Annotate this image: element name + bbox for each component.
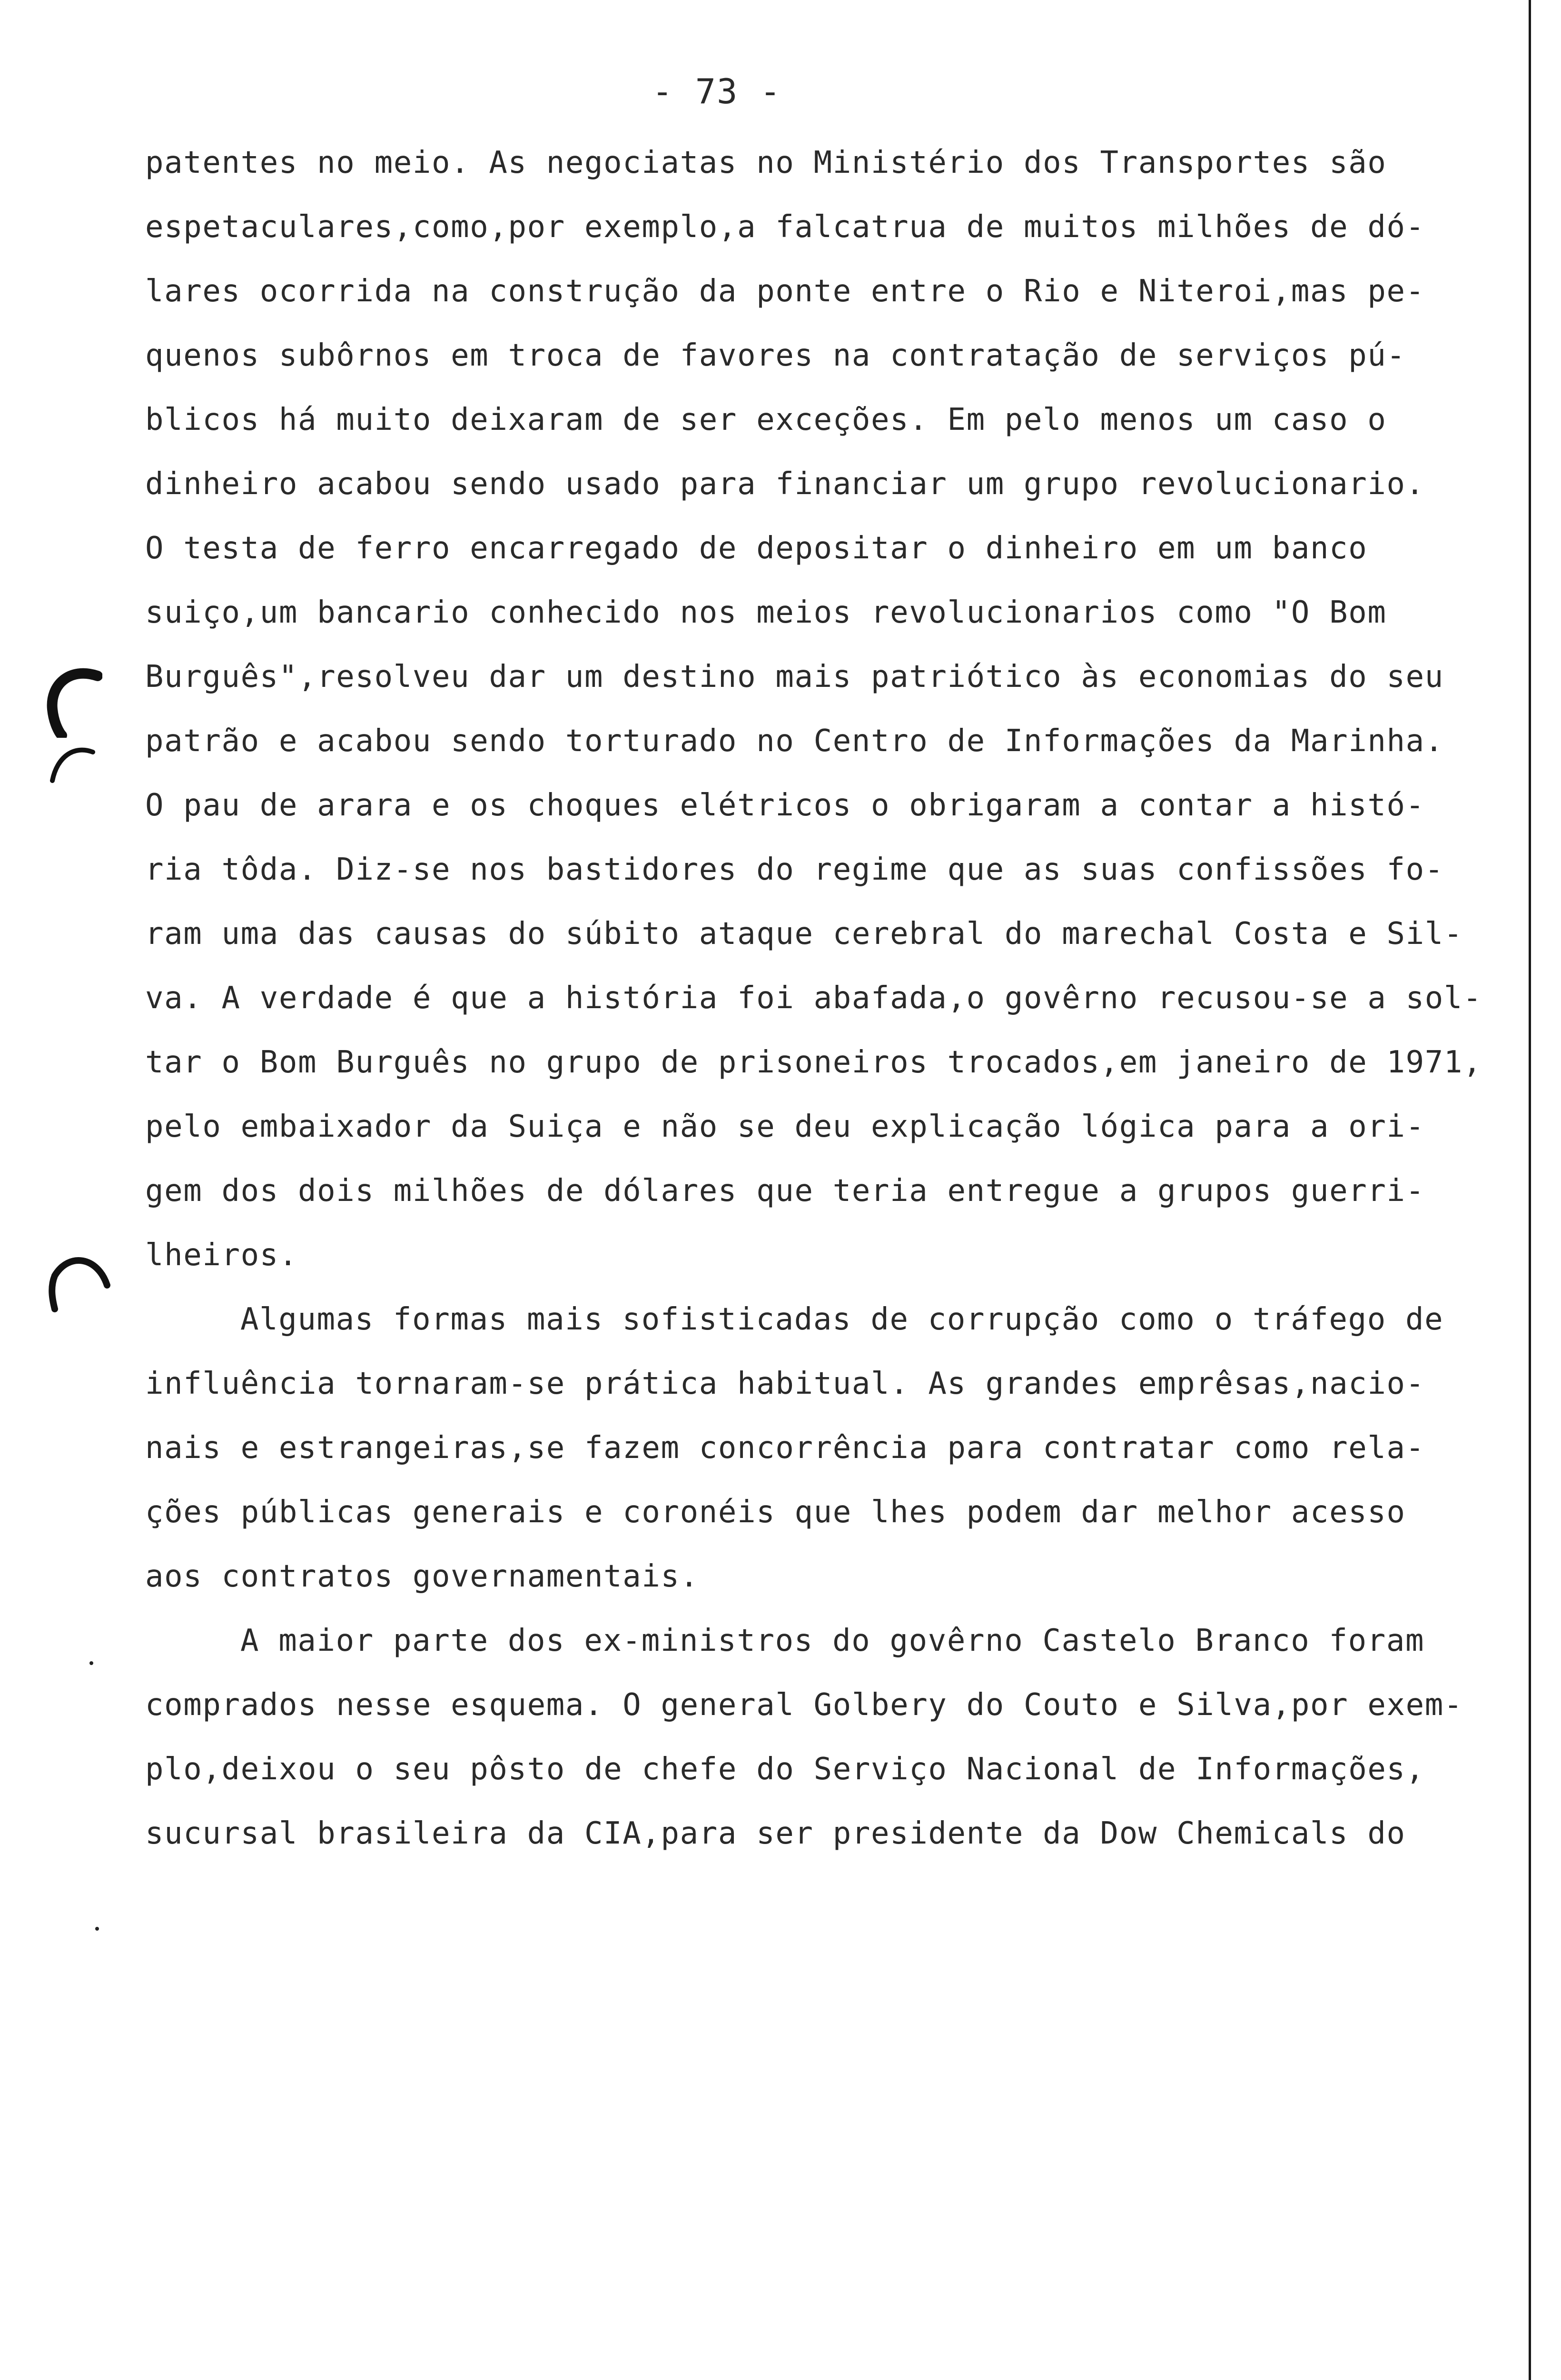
text-line: pelo embaixador da Suiça e não se deu explicação lógica para a ori- — [145, 1109, 1425, 1144]
speck — [95, 1927, 99, 1931]
page-number: - 73 - — [652, 71, 782, 111]
text-line: patrão e acabou sendo torturado no Centro de Informações da Marinha. — [145, 724, 1444, 759]
text-line: O testa de ferro encarregado de depositar o dinheiro em um banco — [145, 531, 1368, 566]
text-line: Burguês",resolveu dar um destino mais patriótico às economias do seu — [145, 659, 1444, 694]
text-line: Algumas formas mais sofisticadas de corrupção como o tráfego de — [240, 1302, 1444, 1337]
speck — [89, 1661, 93, 1665]
text-line: aos contratos governamentais. — [145, 1559, 699, 1594]
text-line: A maior parte dos ex-ministros do govêrno Castelo Branco foram — [240, 1623, 1425, 1658]
text-line: tar o Bom Burguês no grupo de prisoneiros trocados,em janeiro de 1971, — [145, 1045, 1482, 1080]
text-line: ria tôda. Diz-se nos bastidores do regime que as suas confissões fo- — [145, 852, 1444, 887]
text-line: sucursal brasileira da CIA,para ser presidente da Dow Chemicals do — [145, 1816, 1406, 1851]
text-line: va. A verdade é que a história foi abafada,o govêrno recusou-se a sol- — [145, 981, 1482, 1016]
right-edge-rule — [1529, 0, 1531, 2380]
margin-mark-3 — [45, 1247, 112, 1314]
text-line: gem dos dois milhões de dólares que teria entregue a grupos guerri- — [145, 1173, 1425, 1209]
text-line: lheiros. — [145, 1238, 298, 1273]
margin-mark-1 — [40, 666, 102, 738]
text-line: lares ocorrida na construção da ponte entre o Rio e Niteroi,mas pe- — [145, 274, 1425, 309]
text-line: O pau de arara e os choques elétricos o obrigaram a contar a histó- — [145, 788, 1425, 823]
text-line: comprados nesse esquema. O general Golbery do Couto e Silva,por exem- — [145, 1687, 1463, 1723]
text-line: nais e estrangeiras,se fazem concorrência para contratar como rela- — [145, 1430, 1425, 1466]
text-line: patentes no meio. As negociatas no Ministério dos Transportes são — [145, 145, 1387, 180]
text-line: espetaculares,como,por exemplo,a falcatrua de muitos milhões de dó- — [145, 209, 1425, 245]
margin-mark-2 — [45, 743, 98, 785]
text-line: quenos subôrnos em troca de favores na contratação de serviços pú- — [145, 338, 1406, 373]
text-line: plo,deixou o seu pôsto de chefe do Serviço Nacional de Informações, — [145, 1752, 1425, 1787]
text-line: dinheiro acabou sendo usado para financiar um grupo revolucionario. — [145, 466, 1425, 502]
text-line: suiço,um bancario conhecido nos meios revolucionarios como "O Bom — [145, 595, 1387, 630]
text-line: ções públicas generais e coronéis que lhes podem dar melhor acesso — [145, 1495, 1406, 1530]
text-line: blicos há muito deixaram de ser exceções. Em pelo menos um caso o — [145, 402, 1387, 437]
text-line: ram uma das causas do súbito ataque cerebral do marechal Costa e Sil- — [145, 916, 1463, 952]
text-line: influência tornaram-se prática habitual. As grandes emprêsas,nacio- — [145, 1366, 1425, 1401]
